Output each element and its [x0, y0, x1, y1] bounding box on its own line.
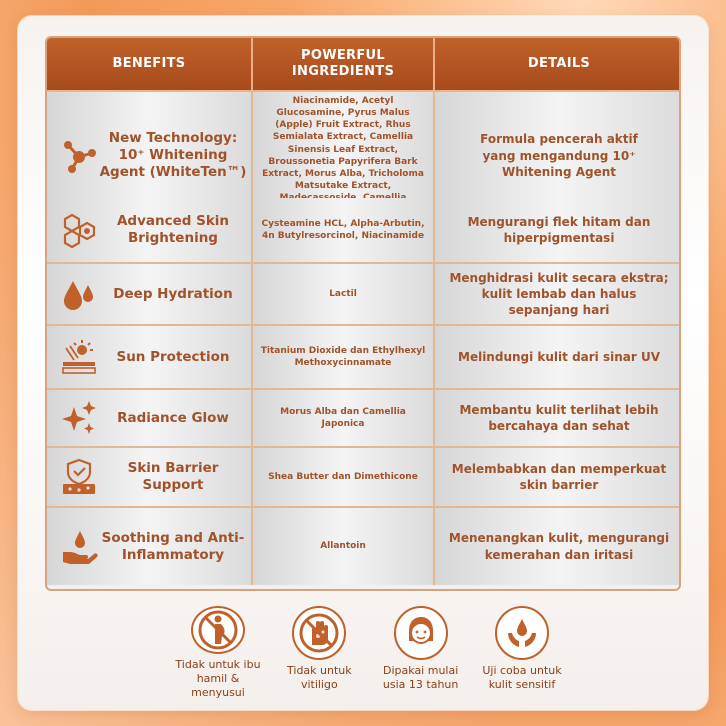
ingredients-cell: Morus Alba dan Camellia Japonica	[253, 390, 435, 446]
table-row	[47, 92, 679, 198]
table-row	[47, 326, 679, 390]
ingredients-cell: Cysteamine HCL, Alpha-Arbutin, 4n Butylresorcinol, Niacinamide	[253, 198, 435, 262]
badge-sensitive	[474, 606, 570, 696]
benefits-table	[45, 36, 681, 591]
table-row	[47, 448, 679, 508]
details-cell: Menenangkan kulit, mengurangi kemerahan dan iritasi	[435, 508, 681, 585]
details-cell: Mengurangi flek hitam dan hiperpigmentasi	[435, 198, 681, 262]
table-row	[47, 198, 679, 264]
no-pregnant-icon	[191, 606, 245, 654]
benefit-label: Skin Barrier Support	[127, 460, 219, 493]
usage-badges	[170, 606, 570, 699]
badge-text: Tidak untuk ibu hamil & menyusui	[175, 658, 261, 699]
ingredients-cell: Niacinamide, Acetyl Glucosamine, Pyrus Malus (Apple) Fruit Extract, Rhus Semialata Extract, Camellia Sinensis Leaf Extract, Broussonetia Papyrifera Bark Extract, Morus Alba, Tricholoma Matsutake Extract,	[253, 92, 435, 219]
details-cell: Formula pencerah aktif yang mengandung 10⁺ Whitening Agent	[435, 92, 681, 219]
header-ingredients: POWERFUL INGREDIENTS	[253, 38, 435, 90]
benefit-label: Sun Protection	[116, 348, 230, 365]
table-row	[47, 264, 679, 326]
sparkle-icon	[59, 398, 99, 438]
badge-text: Tidak untuk vitiligo	[287, 664, 352, 691]
badge-text: Uji coba untuk kulit sensitif	[482, 664, 562, 691]
benefit-label: Radiance Glow	[117, 409, 229, 426]
header-details: DETAILS	[527, 56, 591, 72]
badge-pregnancy	[170, 606, 266, 699]
badge-vitiligo	[271, 606, 367, 696]
header-benefits: BENEFITS	[47, 38, 253, 90]
details-cell: Melembabkan dan memperkuat skin barrier	[435, 448, 681, 506]
details-cell: Membantu kulit terlihat lebih bercahaya dan sehat	[435, 390, 681, 446]
ingredients-cell: Lactil	[253, 264, 435, 324]
benefit-label: New Technology: 10⁺ Whitening Agent (WhiteTen™)	[99, 130, 247, 181]
badge-age	[373, 606, 469, 696]
table-row	[47, 508, 679, 585]
hand-drop-icon	[59, 527, 99, 567]
water-drops-icon	[59, 274, 99, 314]
ingredients-cell: Allantoin	[253, 508, 435, 585]
face-13-icon	[394, 606, 448, 660]
details-cell: Melindungi kulit dari sinar UV	[435, 326, 681, 388]
benefit-label: Advanced Skin Brightening	[116, 213, 230, 246]
no-vitiligo-icon	[292, 606, 346, 660]
details-cell: Menghidrasi kulit secara ekstra; kulit lembab dan halus sepanjang hari	[435, 264, 681, 324]
ingredients-cell: Shea Butter dan Dimethicone	[253, 448, 435, 506]
sun-skin-icon	[59, 337, 99, 377]
benefit-label: Deep Hydration	[113, 285, 233, 302]
molecule-icon	[59, 136, 99, 176]
hands-drop-icon	[495, 606, 549, 660]
shield-skin-icon	[59, 457, 99, 497]
ingredients-cell: Titanium Dioxide dan Ethylhexyl Methoxycinnamate	[253, 326, 435, 388]
table-row	[47, 390, 679, 448]
hexagon-cells-icon	[59, 210, 99, 250]
table-header	[47, 38, 679, 92]
badge-text: Dipakai mulai usia 13 tahun	[382, 664, 459, 691]
benefit-label: Soothing and Anti-Inflammatory	[101, 529, 245, 563]
